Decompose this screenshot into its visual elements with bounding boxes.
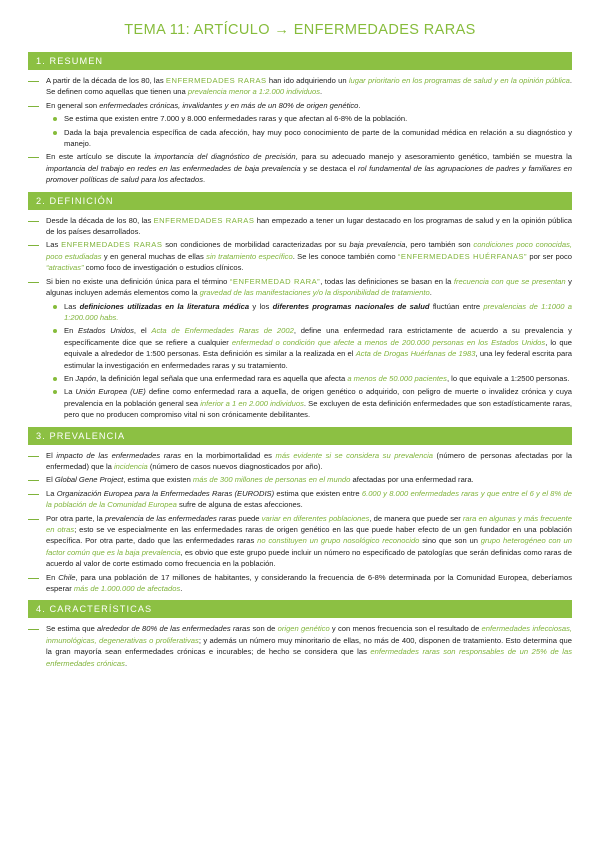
text-run: En	[64, 326, 79, 336]
section	[28, 427, 572, 595]
highlight-phrase: gravedad de las manifestaciones y/o la disponibilidad de tratamiento	[199, 288, 430, 298]
text-run: , para su adecuado manejo y asesoramiento genético, también se muestra la	[295, 152, 572, 162]
text-run: sufre de alguna de estas afecciones.	[176, 500, 303, 510]
highlight-phrase: más evidente si se considera su prevalencia	[275, 450, 434, 460]
text-run: , estima que existen	[123, 475, 193, 485]
highlight-phrase: Acta de Enfermedades Raras de 2002	[151, 326, 294, 336]
text-run: , una ley federal escrita para estimular la investigación en enfermedades raras y su tratamiento.	[64, 349, 572, 370]
text-run: .	[203, 175, 206, 185]
highlight-phrase: Acta de Drogas Huérfanas de 1983	[355, 349, 476, 359]
text-run: , el	[133, 326, 152, 336]
text-run: y los	[249, 301, 273, 311]
emphasis-text: definiciones utilizadas en la literatura médica	[79, 301, 250, 311]
text-run: puede	[236, 513, 262, 523]
text-run: . Se les conoce también como	[292, 251, 398, 261]
text-run: . Se definen como aquellas que tienen una	[46, 76, 572, 97]
dash-list-item	[28, 488, 572, 511]
dash-list-item	[28, 151, 572, 185]
text-run: son condiciones de morbilidad caracterizadas por su	[162, 240, 350, 250]
text-run: y con menos frecuencia son el resultado de	[329, 624, 482, 634]
text-run: , es obvio que este grupo puede incluir un número no especificado de patologías que serán definidas como raras de acuerdo al valor de corte estimado como frecuencia en la población.	[46, 547, 572, 569]
text-run: y se destaca el	[300, 163, 359, 173]
highlight-phrase: enfermedades infecciosas, inmunológicas, degenerativas o proliferativas	[46, 624, 573, 645]
text-run: (número de personas afectadas por la enfermedad) que la	[46, 450, 572, 471]
text-run: En este artículo se discute la	[46, 152, 155, 162]
emphasis-text: importancia del trabajo en redes en las enfermedades de baja prevalencia	[46, 163, 301, 173]
emphasis-text: alrededor de 80% de las enfermedades raras	[97, 624, 251, 634]
highlight-phrase: sin tratamiento específico	[206, 251, 293, 261]
dash-list-item	[28, 474, 572, 485]
highlight-phrase: variar en diferentes poblaciones	[261, 513, 370, 523]
text-run: Las	[64, 301, 80, 311]
dash-list-item	[28, 75, 572, 98]
text-run: como foco de investigación o estudios clínicos.	[83, 263, 244, 273]
text-run: , de manera que puede ser	[369, 513, 463, 523]
text-run: Si bien no existe una definición única para el término	[46, 276, 230, 286]
text-run: Desde la década de los 80, las	[46, 215, 154, 225]
text-run: .	[180, 584, 183, 594]
text-run: , define una enfermedad rara estrictamente de acuerdo a su prevalencia y específicamente dice que se refiere a cualquier	[64, 326, 572, 347]
text-run: define como enfermedad rara a aquella, de origen genético o adquirido, con peligro de muerte o invalidez crónica y cuya prevalencia en la población general sea	[64, 387, 572, 408]
highlight-phrase: lugar prioritario en los programas de salud y en la opinión pública	[348, 76, 570, 85]
text-run: por ser poco	[527, 251, 573, 261]
section-heading: 4. CARACTERÍSTICAS	[28, 600, 572, 618]
highlight-phrase: más de 1.000.000 de afectados	[73, 584, 181, 594]
emphasis-text: Japón	[75, 373, 97, 383]
dash-list-item	[28, 100, 572, 111]
highlight-phrase: rara en algunas y más frecuente en otras	[46, 513, 572, 534]
emphasis-text: Global Gene Project	[54, 475, 124, 485]
dash-list-item	[28, 276, 572, 299]
section	[28, 52, 572, 186]
text-run: En general son	[46, 100, 100, 110]
text-run: , para una población de 17 millones de habitantes, y considerando la frecuencia de 6-8% determinada por la Comunidad Europea, deberíamos esperar	[46, 572, 572, 594]
emphasis-text: diferentes programas nacionales de salud	[272, 301, 430, 311]
highlight-phrase: “atractivas”	[46, 263, 84, 273]
text-run: El	[46, 450, 57, 460]
bullet-list-item	[28, 301, 572, 324]
emphasis-text: baja prevalencia	[349, 240, 406, 250]
bullet-list-item	[28, 113, 572, 124]
highlight-term: “ENFERMEDAD RARA”	[229, 276, 321, 286]
emphasis-text: Unión Europea (UE)	[75, 387, 146, 397]
emphasis-text: Estados Unidos	[78, 326, 134, 336]
document-body	[28, 52, 572, 669]
text-run: .	[429, 288, 432, 298]
text-run: , lo que equivale a alrededor de 1:500 personas. Esta definición es similar a la realizada en el	[64, 337, 573, 359]
dash-list-item	[28, 215, 572, 238]
highlight-phrase: prevalencia menor a 1:2.000 individuos	[187, 87, 320, 97]
highlight-phrase: más de 300 millones de personas en el mundo	[192, 475, 351, 485]
dash-list-item	[28, 513, 572, 570]
text-run: ; esto se ve especialmente en las enfermedades raras de origen genético en las que puede haber efecto de un gen fundador en una población específica. Por otra parte, dado que las enfermedades raras	[46, 525, 572, 546]
text-run: En	[46, 572, 59, 582]
text-run: Se estima que existen entre 7.000 y 8.000 enfermedades raras y que afectan al 6-8% de la población.	[64, 114, 408, 124]
text-run: ; y además un número muy minoritario de ellas, no más de 400, disponen de tratamiento. Esto determina que la gran mayoría sean enfermedades crónicas e incurables; de hecho se considera que las	[46, 635, 572, 657]
text-run: son de	[250, 624, 278, 634]
bullet-list-item	[28, 386, 572, 420]
text-run: fluctúan entre	[429, 301, 484, 311]
text-run: (número de casos nuevos diagnosticados por año).	[147, 461, 323, 471]
text-run: sino que son un	[419, 536, 481, 546]
bullet-list-item	[28, 325, 572, 371]
highlight-phrase: 6.000 y 8.000 enfermedades raras y que entre el 6 y el 8% de la población de la Comunidad Europea	[46, 488, 572, 510]
text-run: . Se excluyen de esta definición enfermedades que son estadísticamente raras, pero que no producen compromiso vital ni son crónicamente debilitantes.	[64, 398, 572, 420]
page-title: TEMA 11: ARTÍCULO → ENFERMEDADES RARAS	[124, 22, 476, 38]
text-run: Las	[46, 240, 62, 250]
section-heading: 1. RESUMEN	[28, 52, 572, 70]
highlight-phrase: grupo heterogéneo con un factor común que es la baja prevalencia	[46, 536, 572, 557]
highlight-phrase: prevalencias de 1:1000 a 1:200.000 habs.	[64, 301, 572, 322]
highlight-phrase: enfermedad o condición que afecte a menos de 200.000 personas en los Estados Unidos	[231, 337, 546, 347]
text-run: Dada la baja prevalencia específica de cada afección, hay muy poco conocimiento de parte de la comunidad médica en relación a su diagnóstico y manejo.	[64, 127, 572, 149]
text-run: han empezado a tener un lugar destacado en los programas de salud y en la opinión pública de los países desarrollados.	[46, 215, 572, 237]
dash-list-item	[28, 239, 572, 273]
highlight-phrase: origen genético	[277, 624, 330, 634]
highlight-phrase: enfermedades raras son responsables de un 25% de las enfermedades crónicas	[46, 647, 573, 668]
text-run: Por otra parte, la	[46, 513, 105, 523]
emphasis-text: prevalencia de las enfermedades raras	[104, 513, 237, 523]
highlight-phrase: no constituyen un grupo nosológico reconocido	[257, 536, 420, 546]
text-run: , pero también son	[405, 240, 474, 250]
highlight-phrase: inferior a 1 en 2.000 individuos	[200, 398, 304, 408]
emphasis-text: rol fundamental de las agrupaciones de padres y familiares en promover políticas de salud para los afectados	[46, 163, 572, 185]
section	[28, 600, 572, 669]
text-run: La	[64, 387, 76, 397]
text-run: en la morbimortalidad es	[181, 450, 276, 460]
text-run: estima que existen entre	[274, 488, 362, 498]
dash-list-item	[28, 572, 572, 595]
text-run: En	[64, 373, 76, 383]
text-run: y algunas incluyen además elementos como la	[46, 276, 572, 298]
highlight-phrase: a menos de 50.000 pacientes	[347, 373, 447, 383]
text-run: y en general muchas de ellas	[101, 251, 207, 261]
highlight-term: “ENFERMEDADES HUÉRFANAS”	[397, 251, 528, 261]
highlight-term: ENFERMEDADES RARAS	[165, 76, 267, 85]
section-heading: 2. DEFINICIÓN	[28, 192, 572, 210]
bullet-list-item	[28, 373, 572, 384]
emphasis-text: enfermedades crónicas, invalidantes y en más de un 80% de origen genético	[99, 100, 359, 110]
text-run: Se estima que	[46, 624, 98, 634]
highlight-term: ENFERMEDADES RARAS	[61, 240, 163, 250]
text-run: afectadas por una enfermedad rara.	[350, 475, 474, 485]
text-run: .	[320, 87, 323, 97]
emphasis-text: importancia del diagnóstico de precisión	[154, 152, 296, 162]
text-run: El	[46, 475, 55, 485]
section	[28, 192, 572, 421]
section-heading: 3. PREVALENCIA	[28, 427, 572, 445]
highlight-term: ENFERMEDADES RARAS	[153, 215, 255, 225]
text-run: La	[46, 488, 57, 498]
bullet-list-item	[28, 127, 572, 150]
dash-list-item	[28, 623, 572, 669]
text-run: .	[124, 658, 128, 668]
emphasis-text: Organización Europea para la Enfermedades Raras (EURODIS)	[56, 488, 275, 498]
emphasis-text: impacto de las enfermedades raras	[56, 450, 182, 460]
text-run: .	[358, 100, 361, 110]
highlight-phrase: frecuencia con que se presentan	[453, 276, 566, 286]
text-run: han ido adquiriendo un	[266, 76, 349, 85]
text-run: , lo que equivale a 1:2500 personas.	[446, 373, 570, 383]
text-run: , la definición legal señala que una enfermedad rara es aquella que afecta	[96, 373, 348, 383]
text-run: A partir de la década de los 80, las	[46, 76, 166, 85]
highlight-phrase: incidencia	[113, 461, 148, 471]
emphasis-text: Chile	[58, 572, 76, 582]
dash-list-item	[28, 450, 572, 473]
highlight-phrase: condiciones poco conocidas, poco estudiadas	[46, 240, 572, 261]
text-run: , todas las definiciones se basan en la	[320, 276, 454, 286]
